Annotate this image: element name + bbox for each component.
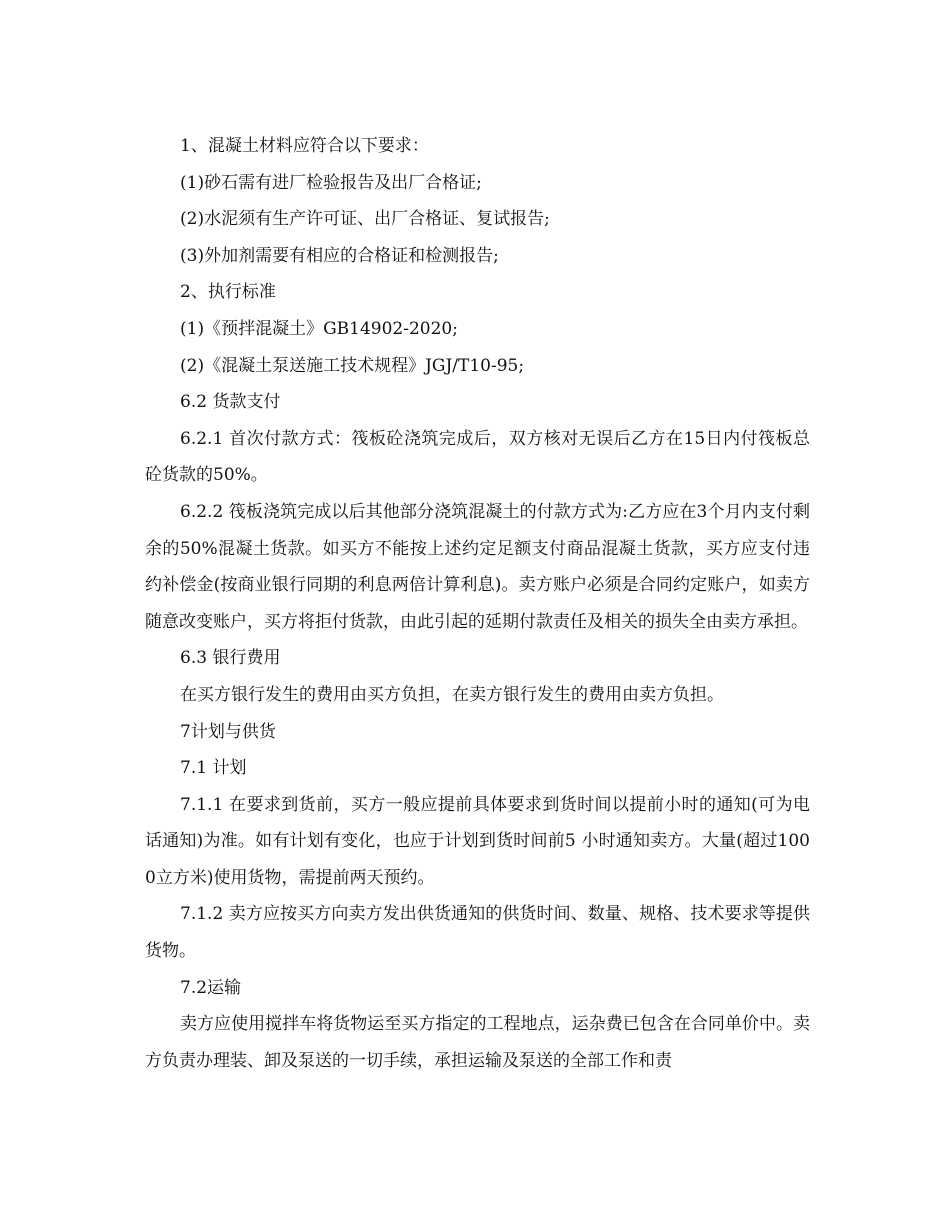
paragraph-admixture: (3)外加剂需要有相应的合格证和检测报告; [180,245,499,266]
paragraph-material-requirements: 1、混凝土材料应符合以下要求： [180,136,429,156]
paragraph-6-2-1: 6.2.1 首次付款方式：筏板砼浇筑完成后，双方核对无误后乙方在15日内付筏板总砼货款的50%。 [145,428,810,486]
paragraph-transport: 卖方应使用搅拌车将货物运至买方指定的工程地点，运杂费已包含在合同单价中。卖方负责办理装、卸及泵送的一切手续，承担运输及泵送的全部工作和责 [145,1014,810,1071]
paragraph-sand-stone: (1)砂石需有进厂检验报告及出厂合格证; [180,172,482,193]
paragraph-standard-2: (2)《混凝土泵送施工技术规程》JGJ/T10-95; [180,355,525,376]
paragraph-standards-heading: 2、执行标准 [180,282,276,303]
section-heading-7-2: 7.2运输 [180,977,242,998]
section-heading-7: 7计划与供货 [180,721,276,742]
paragraph-standard-1: (1)《预拌混凝土》GB14902-2020; [180,318,458,339]
paragraph-7-1-1: 7.1.1 在要求到货前，买方一般应提前具体要求到货时间以提前小时的通知(可为电话通知)为准。如有计划有变化，也应于计划到货时间前5 小时通知卖方。大量(超过1000立方米)使用货物，需提前两天预约。 [145,794,810,888]
paragraph-7-1-2: 7.1.2 卖方应按买方向卖方发出供货通知的供货时间、数量、规格、技术要求等提供货物。 [145,904,810,962]
paragraph-cement: (2)水泥须有生产许可证、出厂合格证、复试报告; [180,209,550,230]
section-heading-6-2: 6.2 货款支付 [180,392,281,413]
paragraph-bank-fees: 在买方银行发生的费用由买方负担，在卖方银行发生的费用由卖方负担。 [180,684,724,705]
document-body [145,128,810,1079]
section-heading-6-3: 6.3 银行费用 [180,648,281,669]
paragraph-6-2-2: 6.2.2 筏板浇筑完成以后其他部分浇筑混凝土的付款方式为:乙方应在3个月内支付剩余的50%混凝土货款。如买方不能按上述约定足额支付商品混凝土货款，买方应支付违约补偿金(按商业银行同期的利息两倍计算利息)。卖方账户必须是合同约定账户，如卖方随意改变账户，买方将拒付货款，由此引起的延期付款责任及相关的损失全由卖方承担。 [145,501,810,632]
section-heading-7-1: 7.1 计划 [180,758,247,779]
